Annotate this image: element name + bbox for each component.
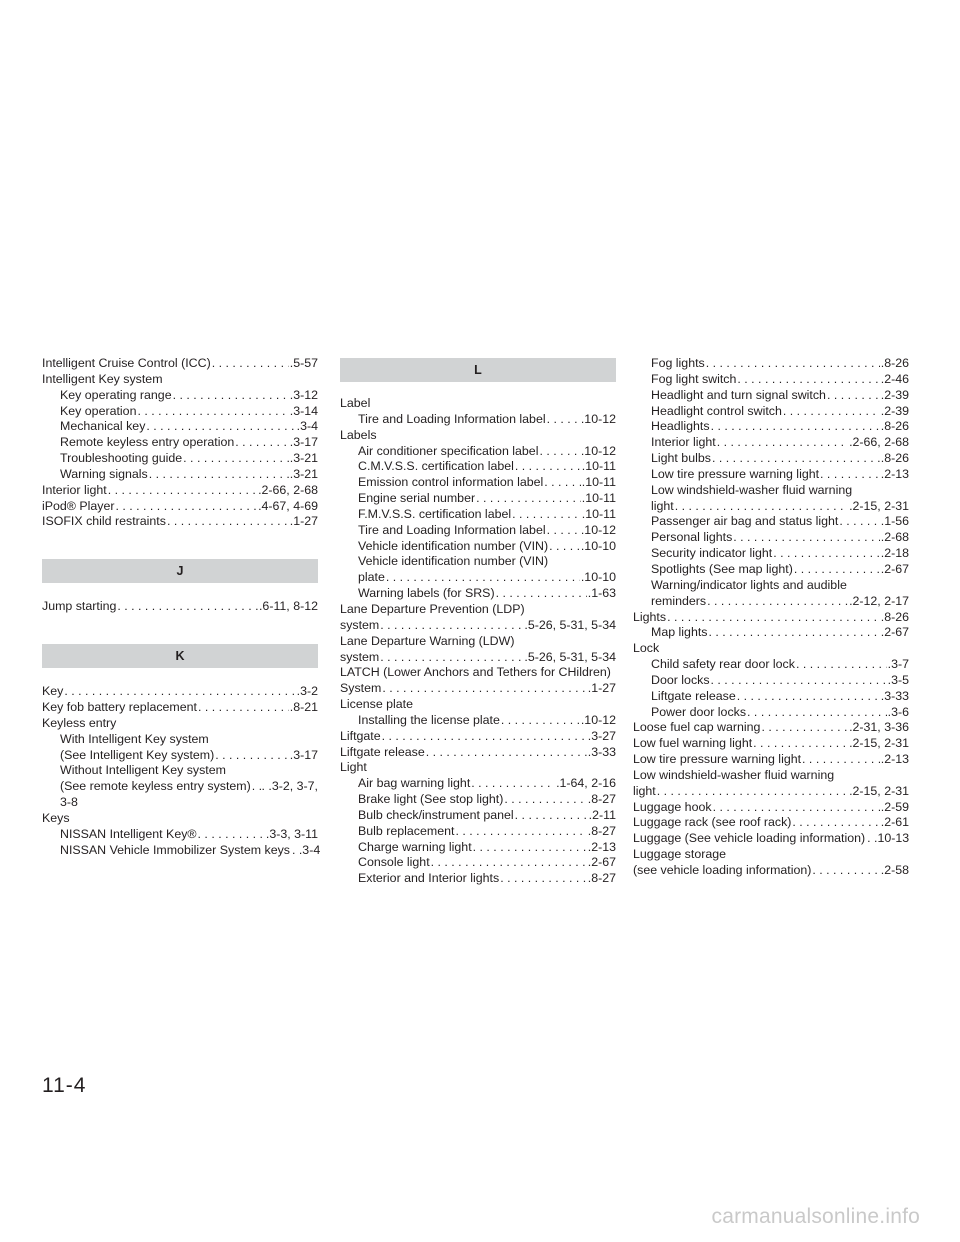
index-entry-page-ref: .3-33 (587, 744, 616, 759)
dot-leader (773, 546, 880, 562)
index-entry (633, 610, 909, 626)
index-entry (633, 404, 909, 420)
index-entry-term: Brake light (See stop light) (358, 792, 504, 807)
index-entry (42, 779, 318, 795)
index-entry-term: Fog light switch (651, 371, 737, 386)
index-entry-page-ref: .8-27 (587, 871, 616, 886)
index-entry-heading: Low windshield-washer fluid warning (633, 767, 835, 782)
index-entry-page-ref: .8-27 (587, 823, 616, 838)
dot-leader (512, 507, 581, 523)
index-entry-heading: Intelligent Key system (42, 371, 163, 386)
dot-leader (712, 451, 880, 467)
index-entry-term: Intelligent Cruise Control (ICC) (42, 356, 211, 370)
index-entry-term: Key operating range (60, 387, 172, 402)
index-entry (42, 356, 318, 372)
index-entry (633, 657, 909, 673)
index-entry (42, 599, 318, 615)
dot-leader (382, 681, 586, 697)
index-entry-term: Engine serial number (358, 491, 476, 506)
dot-leader (386, 570, 580, 586)
dot-leader (794, 562, 880, 578)
index-entry-term: Bulb check/instrument panel (358, 807, 514, 822)
dot-leader (717, 435, 848, 451)
index-entry-term: Low tire pressure warning light (633, 752, 802, 767)
index-entry (633, 388, 909, 404)
dot-leader (839, 514, 879, 530)
index-entry-page-ref: .3-5 (887, 672, 909, 687)
index-entry (42, 514, 318, 530)
index-entry-term: NISSAN Vehicle Immobilizer System keys (60, 842, 290, 857)
index-entry (340, 871, 616, 887)
index-entry (42, 684, 318, 700)
index-entry-term: plate (358, 570, 385, 585)
index-entry (42, 842, 321, 859)
index-entry-page-ref: .10-11 (581, 506, 616, 521)
index-entry-page-ref: .1-64, 2-16 (556, 776, 616, 791)
index-entry-term: (See Intelligent Key system) (60, 747, 215, 762)
index-entry-page-ref: .2-15, 2-31 (849, 783, 909, 798)
dot-leader (711, 673, 887, 689)
index-entry-term: C.M.V.S.S. certification label (358, 459, 514, 474)
index-entry (42, 451, 318, 467)
index-entry-page-ref: .2-15, 2-31 (849, 736, 909, 751)
dot-leader (380, 650, 523, 666)
dot-leader (796, 657, 887, 673)
index-entry (42, 827, 318, 843)
index-entry-page-ref: .10-12 (580, 443, 616, 458)
dot-leader (146, 419, 295, 435)
index-column-1 (42, 356, 321, 858)
index-entry-term: Fog lights (651, 356, 705, 370)
index-entry-page-ref: .2-67 (880, 561, 909, 576)
index-entry (633, 562, 909, 578)
index-entry-heading: Lock (633, 641, 660, 656)
dot-leader (252, 779, 261, 795)
index-entry (42, 499, 318, 515)
dot-leader (212, 356, 289, 372)
index-entry (340, 523, 616, 539)
index-entry (633, 435, 909, 451)
index-entry-page-ref: .8-26 (880, 451, 909, 466)
index-entry-heading: Low windshield-washer fluid warning (651, 482, 853, 497)
index-entry (633, 419, 909, 435)
index-entry-heading: Without Intelligent Key system (60, 763, 226, 778)
index-entry-page-ref: .2-13 (587, 839, 616, 854)
index-entry (633, 720, 909, 736)
index-entry-term: Child safety rear door lock (651, 657, 795, 672)
dot-leader (708, 625, 879, 641)
index-entry-heading: Luggage storage (633, 847, 727, 862)
index-entry (42, 700, 318, 716)
index-entry-page-ref: .8-26 (880, 609, 909, 624)
index-entry-term: Power door locks (651, 704, 747, 719)
dot-leader (64, 684, 295, 700)
dot-leader (753, 736, 848, 752)
dot-leader (431, 855, 587, 871)
index-entry-heading: Keys (42, 810, 70, 825)
dot-leader (108, 483, 257, 499)
index-entry (42, 748, 318, 764)
index-entry-term: light (633, 783, 656, 798)
dot-leader (380, 618, 523, 634)
index-entry-term: (see vehicle loading information) (633, 863, 812, 877)
index-entry-page-ref: .3-27 (587, 728, 616, 743)
index-entry-term: System (340, 681, 382, 696)
index-entry-page-ref: .2-68 (880, 530, 909, 545)
index-entry-term: Passenger air bag and status light (651, 514, 839, 529)
index-entry-page-ref: .3-6 (887, 704, 909, 719)
index-entry-term: Key operation (60, 403, 137, 418)
dot-leader (198, 700, 289, 716)
index-entry-page-ref: .2-46 (880, 371, 909, 386)
index-entry-term: Light bulbs (651, 451, 711, 466)
index-entry-heading: Lane Departure Warning (LDW) (340, 633, 515, 648)
dot-leader (547, 412, 580, 428)
index-entry-page-ref: .1-27 (289, 514, 318, 529)
index-entry-term: Personal lights (651, 530, 733, 545)
index-entry-page-ref: .8-21 (289, 699, 318, 714)
index-entry-heading: 3-8 (60, 795, 78, 810)
dot-leader (706, 356, 880, 372)
index-entry-term: Luggage (See vehicle loading information) (633, 831, 866, 846)
dot-leader (539, 444, 579, 460)
index-entry-page-ref: .8-26 (880, 419, 909, 434)
index-entry-term: F.M.V.S.S. certification label (358, 506, 512, 521)
index-entry-heading: Warning/indicator lights and audible (651, 577, 847, 592)
index-entry-term: reminders (651, 593, 707, 608)
dot-leader (215, 748, 288, 764)
index-entry (633, 831, 909, 847)
index-entry-page-ref: .3-14 (289, 403, 318, 418)
index-entry-term: Emission control information label (358, 475, 544, 490)
index-entry (340, 776, 616, 792)
dot-leader (747, 705, 887, 721)
index-entry-page-ref: .2-39 (880, 403, 909, 418)
index-entry (633, 594, 909, 610)
dot-leader (711, 419, 880, 435)
index-entry-term: system (340, 649, 380, 664)
index-entry (633, 863, 909, 879)
index-entry-page-ref: .8-26 (880, 356, 909, 370)
index-entry-term: Vehicle identification number (VIN) (358, 538, 549, 553)
index-entry-page-ref: .10-12 (580, 411, 616, 426)
index-entry (633, 705, 909, 721)
index-entry-page-ref: .2-58 (880, 863, 909, 877)
index-entry-page-ref: .2-66, 2-68 (258, 482, 318, 497)
index-entry (340, 792, 616, 808)
dot-leader (820, 467, 880, 483)
index-entry-term: NISSAN Intelligent Key® (60, 826, 197, 841)
index-entry-page-ref: .2-18 (880, 546, 909, 561)
index-entry-heading: Lane Departure Prevention (LDP) (340, 601, 525, 616)
dot-leader (549, 539, 580, 555)
index-entry-term: Low tire pressure warning light (651, 466, 820, 481)
index-entry-term: Charge warning light (358, 839, 472, 854)
dot-leader (733, 530, 879, 546)
index-entry-page-ref: .10-11 (581, 459, 616, 474)
watermark-text: carmanualsonline.info (711, 1205, 920, 1228)
index-entry-heading: Labels (340, 427, 377, 442)
index-entry (42, 483, 318, 499)
index-entry (340, 808, 616, 824)
index-entry-term: Jump starting (42, 599, 117, 614)
index-entry (633, 752, 909, 768)
dot-leader (515, 808, 588, 824)
dot-leader (382, 729, 587, 745)
index-entry (633, 689, 909, 705)
dot-leader (802, 752, 880, 768)
index-entry-term: iPod® Player (42, 498, 115, 513)
index-entry-heading: License plate (340, 697, 414, 712)
index-entry (340, 650, 616, 666)
index-entry (633, 800, 909, 816)
index-entry-term: Lights (633, 609, 667, 624)
index-entry-page-ref: .5-57 (289, 356, 318, 370)
index-entry-page-ref: .10-11 (581, 491, 616, 506)
index-entry-page-ref: .3-12 (289, 387, 318, 402)
index-letter-heading: J (42, 559, 318, 583)
index-entry-term: Luggage hook (633, 799, 712, 814)
dot-leader (675, 499, 848, 515)
index-entry (633, 546, 909, 562)
index-entry-term: Mechanical key (60, 419, 146, 434)
index-entry-term: Liftgate (340, 728, 381, 743)
index-entry (340, 491, 616, 507)
index-entry-page-ref: .3-4 (296, 419, 318, 434)
index-entry-term: Bulb replacement (358, 823, 455, 838)
index-entry (340, 475, 616, 491)
index-entry (42, 388, 318, 404)
dot-leader (473, 840, 587, 856)
index-entry-term: Warning signals (60, 466, 148, 481)
index-entry-page-ref: .5-26, 5-31, 5-34 (524, 649, 616, 664)
index-entry (340, 618, 616, 634)
index-entry-term: Tire and Loading Information label (358, 411, 546, 426)
index-entry-page-ref: .2-67 (880, 625, 909, 640)
index-entry-term: Map lights (651, 625, 708, 640)
index-entry (340, 412, 616, 428)
index-entry-term: ISOFIX child restraints (42, 514, 166, 529)
index-entry-term: Air conditioner specification label (358, 443, 539, 458)
index-entry-page-ref: .3-2 (296, 684, 318, 699)
dot-leader (737, 689, 880, 705)
index-entry-page-ref: .8-27 (587, 792, 616, 807)
index-entry-page-ref: .1-27 (587, 681, 616, 696)
index-entry-page-ref: .10-12 (580, 522, 616, 537)
dot-leader (476, 491, 581, 507)
index-entry (340, 570, 616, 586)
index-entry-page-ref: .10-10 (580, 570, 616, 585)
index-entry-page-ref: .2-13 (880, 752, 909, 767)
index-entry-page-ref: .2-13 (880, 466, 909, 481)
index-entry-term: Interior light (651, 435, 716, 450)
dot-leader (183, 451, 289, 467)
index-entry (340, 459, 616, 475)
index-entry-page-ref: .3-7 (887, 657, 909, 672)
index-entry-term: Headlight control switch (651, 403, 782, 418)
dot-leader (707, 594, 848, 610)
index-entry-term: Warning labels (for SRS) (358, 586, 495, 601)
index-entry-page-ref: .3-21 (289, 466, 318, 481)
index-letter-heading: K (42, 644, 318, 668)
index-entry-term: system (340, 617, 380, 632)
index-entry-term: Console light (358, 855, 430, 870)
index-entry-page-ref: .2-12, 2-17 (849, 593, 909, 608)
index-entry-heading: Keyless entry (42, 715, 117, 730)
index-entry (633, 499, 909, 515)
index-entry-page-ref: . .10-13 (867, 831, 910, 846)
dot-leader (812, 863, 879, 879)
index-letter-heading: L (340, 358, 616, 382)
index-entry-term: Key (42, 684, 64, 699)
index-entry (633, 815, 909, 831)
index-entry (42, 419, 318, 435)
index-entry-heading: With Intelligent Key system (60, 731, 209, 746)
index-entry-term: Exterior and Interior lights (358, 871, 500, 886)
index-entry-term: Liftgate release (340, 744, 425, 759)
index-entry-term: light (651, 498, 674, 513)
index-entry (340, 713, 616, 729)
index-entry-page-ref: . .3-2, 3-7, (261, 779, 318, 794)
index-entry-term: Key fob battery replacement (42, 699, 197, 714)
dot-leader (827, 388, 880, 404)
index-entry (340, 745, 616, 761)
index-entry-term: Spotlights (See map light) (651, 561, 793, 576)
dot-leader (657, 784, 848, 800)
index-entry-page-ref: .10-12 (580, 712, 616, 727)
index-entry-term: Troubleshooting guide (60, 451, 183, 466)
index-entry-term: Loose fuel cap warning (633, 720, 761, 735)
index-entry-term: Interior light (42, 482, 107, 497)
index-entry (340, 824, 616, 840)
index-entry-heading: LATCH (Lower Anchors and Tethers for CHildren) (340, 665, 611, 680)
dot-leader (504, 792, 586, 808)
index-entry-page-ref: .2-11 (588, 807, 616, 822)
index-entry (633, 514, 909, 530)
dot-leader (167, 514, 289, 530)
dot-leader (198, 827, 265, 843)
dot-leader (761, 720, 848, 736)
index-entry-page-ref: .2-67 (587, 855, 616, 870)
index-entry (340, 855, 616, 871)
index-entry (340, 444, 616, 460)
dot-leader (500, 871, 587, 887)
index-entry-heading: Label (340, 396, 371, 410)
dot-leader (515, 459, 581, 475)
index-entry-term: (See remote keyless entry system) (60, 779, 251, 794)
dot-leader (116, 499, 258, 515)
index-entry (633, 372, 909, 388)
index-entry (633, 356, 909, 372)
index-entry-page-ref: .2-31, 3-36 (849, 720, 909, 735)
index-entry-page-ref: .6-11, 8-12 (258, 599, 318, 614)
index-entry-term: Air bag warning light (358, 776, 471, 791)
dot-leader (792, 815, 879, 831)
dot-leader (117, 599, 258, 615)
index-entry (633, 451, 909, 467)
index-entry (633, 530, 909, 546)
index-entry-page-ref: .3-3, 3-11 (265, 826, 318, 841)
index-entry (633, 673, 909, 689)
index-entry-page-ref: .2-59 (880, 799, 909, 814)
index-entry (340, 681, 616, 697)
index-entry (42, 467, 318, 483)
dot-leader (137, 404, 288, 420)
dot-leader (544, 475, 581, 491)
dot-leader (713, 800, 880, 816)
dot-leader (496, 586, 587, 602)
index-entry-term: Security indicator light (651, 546, 773, 561)
dot-leader (547, 523, 580, 539)
dot-leader (173, 388, 289, 404)
index-entry-term: Installing the license plate (358, 712, 500, 727)
dot-leader (471, 776, 555, 792)
index-entry (340, 586, 616, 602)
dot-leader (667, 610, 880, 626)
index-entry-page-ref: .4-67, 4-69 (258, 498, 318, 513)
index-entry-page-ref: .3-33 (880, 688, 909, 703)
index-entry-term: Tire and Loading Information label (358, 522, 546, 537)
index-entry (633, 784, 909, 800)
index-entry-term: Headlights (651, 419, 710, 434)
index-entry-page-ref: .3-17 (289, 435, 318, 450)
index-entry (340, 539, 616, 555)
index-entry-page-ref: .5-26, 5-31, 5-34 (524, 617, 616, 632)
index-entry-page-ref: .2-15, 2-31 (849, 498, 909, 513)
index-entry-page-ref: .1-63 (587, 586, 616, 601)
index-entry-page-ref: .10-10 (580, 538, 616, 553)
index-entry-term: Liftgate release (651, 688, 736, 703)
index-entry (633, 467, 909, 483)
index-entry (340, 729, 616, 745)
index-entry (633, 625, 909, 641)
index-entry (340, 840, 616, 856)
index-entry-term: Door locks (651, 672, 710, 687)
index-entry (340, 507, 616, 523)
dot-leader (737, 372, 879, 388)
page-number: 11-4 (42, 1074, 87, 1097)
index-entry-page-ref: .2-61 (880, 815, 909, 830)
index-entry-page-ref: .3-21 (289, 451, 318, 466)
dot-leader (501, 713, 580, 729)
index-column-3 (633, 356, 909, 879)
index-entry (633, 736, 909, 752)
index-entry-page-ref: .1-56 (880, 514, 909, 529)
dot-leader (783, 404, 880, 420)
index-entry-page-ref: .3-17 (289, 747, 318, 762)
dot-leader (149, 467, 289, 483)
index-entry-page-ref: . .3-4 (291, 842, 321, 857)
dot-leader (455, 824, 586, 840)
index-entry-heading: Vehicle identification number (VIN) (358, 554, 549, 569)
index-entry-page-ref: .2-66, 2-68 (849, 435, 909, 450)
index-entry-term: Low fuel warning light (633, 736, 753, 751)
index-entry (42, 404, 318, 420)
index-entry-page-ref: .2-39 (880, 387, 909, 402)
index-column-2 (340, 356, 616, 887)
index-entry-heading: Light (340, 760, 367, 775)
index-entry-term: Headlight and turn signal switch (651, 387, 826, 402)
index-entry-term: Remote keyless entry operation (60, 435, 235, 450)
index-entry-page-ref: .10-11 (581, 475, 616, 490)
dot-leader (426, 745, 587, 761)
index-entry (42, 435, 318, 451)
dot-leader (235, 435, 289, 451)
index-entry-term: Luggage rack (see roof rack) (633, 815, 792, 830)
